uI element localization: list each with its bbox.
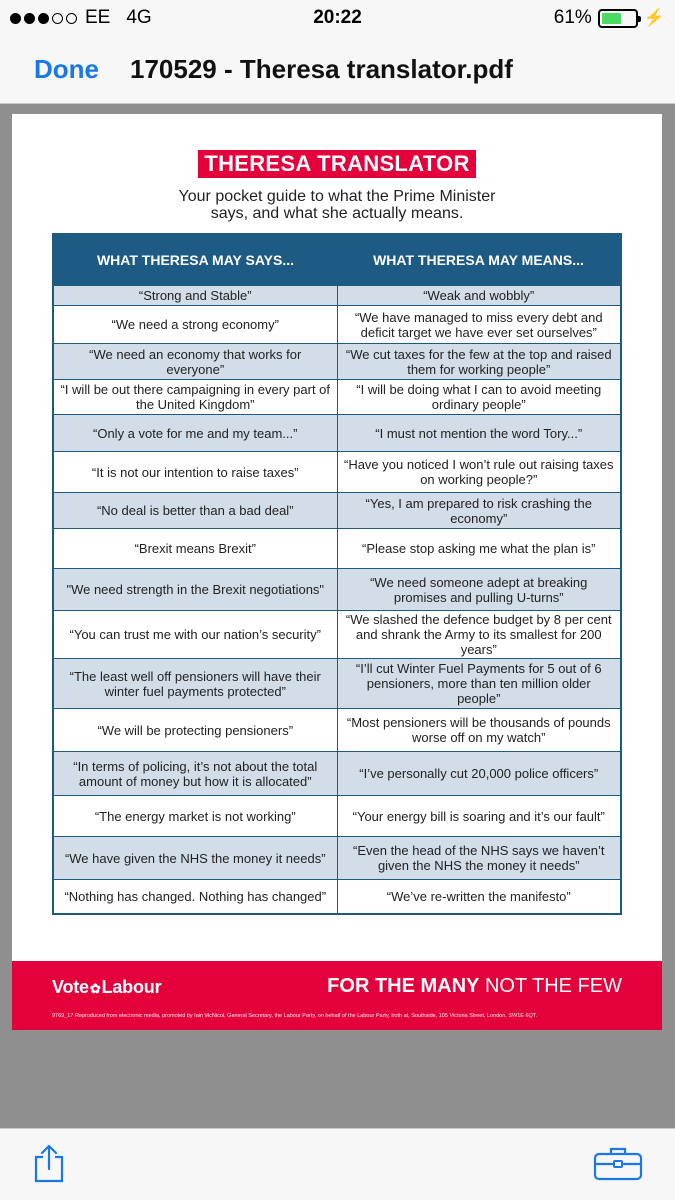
means-cell: “Most pensioners will be thousands of pounds worse off on my watch” — [337, 709, 621, 751]
table-row — [54, 568, 620, 610]
charging-icon: ⚡ — [643, 8, 665, 27]
subtitle-line-1: Your pocket guide to what the Prime Minister — [178, 188, 496, 205]
table-row — [54, 451, 620, 492]
done-button[interactable]: Done — [34, 54, 99, 84]
says-cell: “We need an economy that works for everyone” — [89, 346, 302, 377]
table-row — [54, 285, 620, 305]
table-row — [54, 795, 620, 836]
says-cell: “In terms of policing, it’s not about the total amount of money but how it is allocated” — [73, 758, 318, 789]
table-row — [54, 414, 620, 451]
bottom-toolbar — [0, 1128, 675, 1200]
says-cell: “Nothing has changed. Nothing has changed” — [64, 889, 327, 904]
poster-subtitle — [12, 188, 662, 222]
says-cell: “The least well off pensioners will have their winter fuel payments protected” — [69, 668, 321, 699]
labour-footer — [12, 961, 662, 1030]
table-row — [54, 492, 620, 528]
says-cell: “You can trust me with our nation’s security” — [69, 627, 321, 642]
column-header-means: WHAT THERESA MAY MEANS... — [373, 252, 584, 268]
table-row — [54, 528, 620, 568]
says-cell: “We will be protecting pensioners” — [97, 722, 294, 738]
says-cell: “It is not our intention to raise taxes” — [91, 464, 299, 480]
table-row — [54, 879, 620, 913]
table-row — [54, 708, 620, 751]
means-cell: “Your energy bill is soaring and it’s our fault” — [337, 796, 621, 836]
says-cell: “Only a vote for me and my team...” — [93, 425, 298, 441]
says-cell: “We need a strong economy” — [111, 317, 279, 332]
table-row — [54, 305, 620, 343]
says-cell: “I will be out there campaigning in every part of the United Kingdom” — [60, 382, 331, 412]
says-cell: "We need strength in the Brexit negotiations" — [66, 582, 325, 597]
battery-percent: 61% — [553, 7, 592, 28]
says-cell: “No deal is better than a bad deal” — [96, 503, 294, 518]
says-cell: “Strong and Stable” — [138, 288, 252, 303]
means-cell: “I’ve personally cut 20,000 police officers” — [337, 752, 621, 795]
means-cell: “We need someone adept at breaking promises and pulling U-turns” — [337, 569, 621, 610]
poster-title-wrap — [12, 150, 662, 178]
means-cell: “Please stop asking me what the plan is” — [337, 529, 621, 568]
carrier-name: EE — [85, 7, 111, 28]
means-cell: “I must not mention the word Tory...” — [337, 415, 621, 451]
slogan — [327, 975, 622, 998]
status-bar — [0, 0, 675, 36]
imprint-text: 9769_17 Reproduced from electronic media, promoted by Iain McNicol, General Secretary, the Labour Party, on behalf of the Labour Party, both at, Southside, 105 Victoria Street, London, SW1E 6QT. — [52, 1013, 538, 1019]
means-cell: “Yes, I am prepared to risk crashing the economy” — [337, 493, 621, 528]
subtitle-line-2: says, and what she actually means. — [210, 205, 464, 222]
brand-labour: Labour — [101, 977, 162, 997]
table-row — [54, 343, 620, 379]
battery-icon — [598, 9, 638, 28]
rose-icon: ✿ — [89, 981, 101, 996]
says-cell: “The energy market is not working” — [94, 808, 296, 824]
navigation-bar — [0, 36, 675, 104]
means-cell: “Weak and wobbly” — [337, 286, 621, 305]
column-header-says: WHAT THERESA MAY SAYS... — [96, 252, 295, 268]
means-cell: “I’ll cut Winter Fuel Payments for 5 out of 6 pensioners, more than ten million older people” — [337, 659, 621, 708]
status-time: 20:22 — [313, 7, 362, 28]
means-cell: “We have managed to miss every debt and deficit target we have ever set ourselves” — [337, 306, 621, 343]
document-title: 170529 - Theresa translator.pdf — [130, 54, 513, 84]
means-cell: “Even the head of the NHS says we haven’t given the NHS the money it needs” — [337, 837, 621, 879]
share-icon[interactable] — [32, 1143, 66, 1183]
means-cell: “Have you noticed I won’t rule out raising taxes on working people?” — [337, 452, 621, 492]
brand-vote: Vote — [52, 977, 89, 997]
table-header — [54, 235, 620, 285]
means-cell: “We cut taxes for the few at the top and raised them for working people” — [337, 344, 621, 379]
means-cell: “I will be doing what I can to avoid meeting ordinary people” — [337, 380, 621, 414]
table-row — [54, 658, 620, 708]
status-right — [554, 7, 665, 29]
pdf-page[interactable] — [12, 114, 662, 1030]
table-row — [54, 610, 620, 658]
network-type: 4G — [126, 7, 152, 28]
says-cell: “Brexit means Brexit” — [134, 541, 256, 556]
vote-labour-logo — [52, 977, 161, 998]
slogan-rest: NOT THE FEW — [479, 975, 622, 997]
poster-title: THERESA TRANSLATOR — [198, 150, 475, 178]
toolbox-icon[interactable] — [593, 1145, 643, 1181]
means-cell: “We slashed the defence budget by 8 per cent and shrank the Army to its smallest for 200 years” — [337, 611, 621, 658]
table-row — [54, 836, 620, 879]
translator-table — [52, 233, 622, 915]
says-cell: “We have given the NHS the money it needs” — [64, 850, 326, 866]
means-cell: “We’ve re-written the manifesto” — [337, 880, 621, 913]
table-row — [54, 379, 620, 414]
table-row — [54, 751, 620, 795]
slogan-bold: FOR THE MANY — [327, 975, 480, 997]
